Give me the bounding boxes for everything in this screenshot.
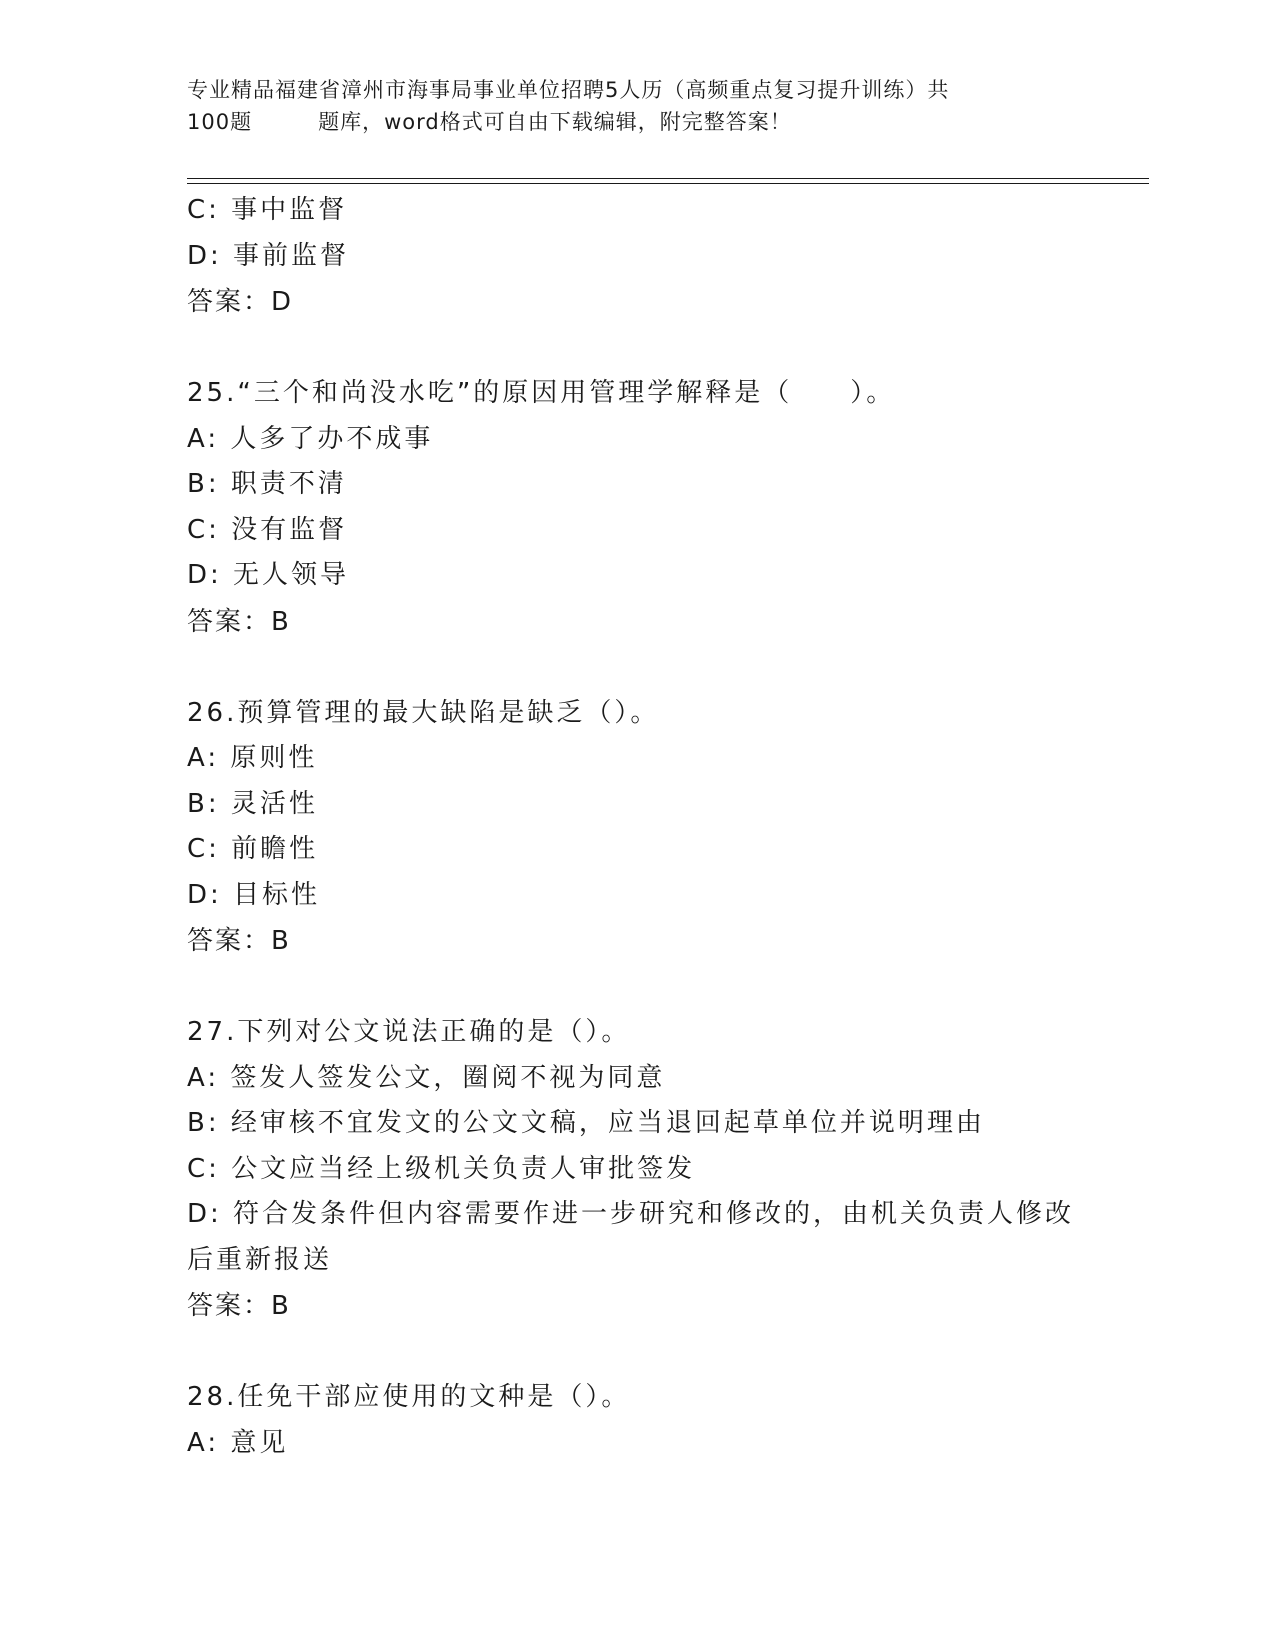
option-d: D: 符合发条件但内容需要作进一步研究和修改的，由机关负责人修改 xyxy=(187,1199,1075,1229)
option-c: C: 事中监督 xyxy=(187,195,348,225)
question-27: 27.下列对公文说法正确的是（）。 xyxy=(187,1017,631,1047)
answer: 答案：B xyxy=(187,606,291,637)
question-list xyxy=(187,188,1087,1466)
option-d: D: 事前监督 xyxy=(187,240,350,271)
option-c: C: 前瞻性 xyxy=(187,834,319,864)
header-rule-top xyxy=(187,178,1149,179)
answer: 答案：D xyxy=(187,287,294,317)
question-28: 28.任免干部应使用的文种是（）。 xyxy=(187,1382,631,1412)
header-line-2 xyxy=(187,106,1087,138)
option-c: C: 没有监督 xyxy=(187,514,348,545)
option-d: D: 目标性 xyxy=(187,879,321,910)
question-25: 25.“三个和尚没水吃”的原因用管理学解释是（ ）。 xyxy=(187,378,896,408)
option-a: A: 签发人签发公文，圈阅不视为同意 xyxy=(187,1062,666,1093)
answer: 答案：B xyxy=(187,926,291,956)
option-b: B: 经审核不宜发文的公文文稿，应当退回起草单位并说明理由 xyxy=(187,1108,985,1138)
option-a: A: 人多了办不成事 xyxy=(187,423,434,454)
option-d: D: 无人领导 xyxy=(187,560,350,590)
answer: 答案：B xyxy=(187,1291,291,1321)
option-d-continued: 后重新报送 xyxy=(187,1244,333,1275)
option-b: B: 职责不清 xyxy=(187,469,347,499)
option-b: B: 灵活性 xyxy=(187,788,318,819)
page-header xyxy=(187,74,1087,138)
header-line-1: 专业精品福建省漳州市海事局事业单位招聘5人历（高频重点复习提升训练）共 xyxy=(187,78,950,102)
question-26: 26.预算管理的最大缺陷是缺乏（）。 xyxy=(187,697,660,728)
header-rule-bottom xyxy=(187,183,1149,184)
header-description: 题库，word格式可自由下载编辑，附完整答案！ xyxy=(318,110,792,134)
option-a: A: 原则性 xyxy=(187,743,318,773)
header-count: 100题 xyxy=(187,110,253,134)
option-c: C: 公文应当经上级机关负责人审批签发 xyxy=(187,1153,696,1184)
option-a: A: 意见 xyxy=(187,1427,289,1458)
